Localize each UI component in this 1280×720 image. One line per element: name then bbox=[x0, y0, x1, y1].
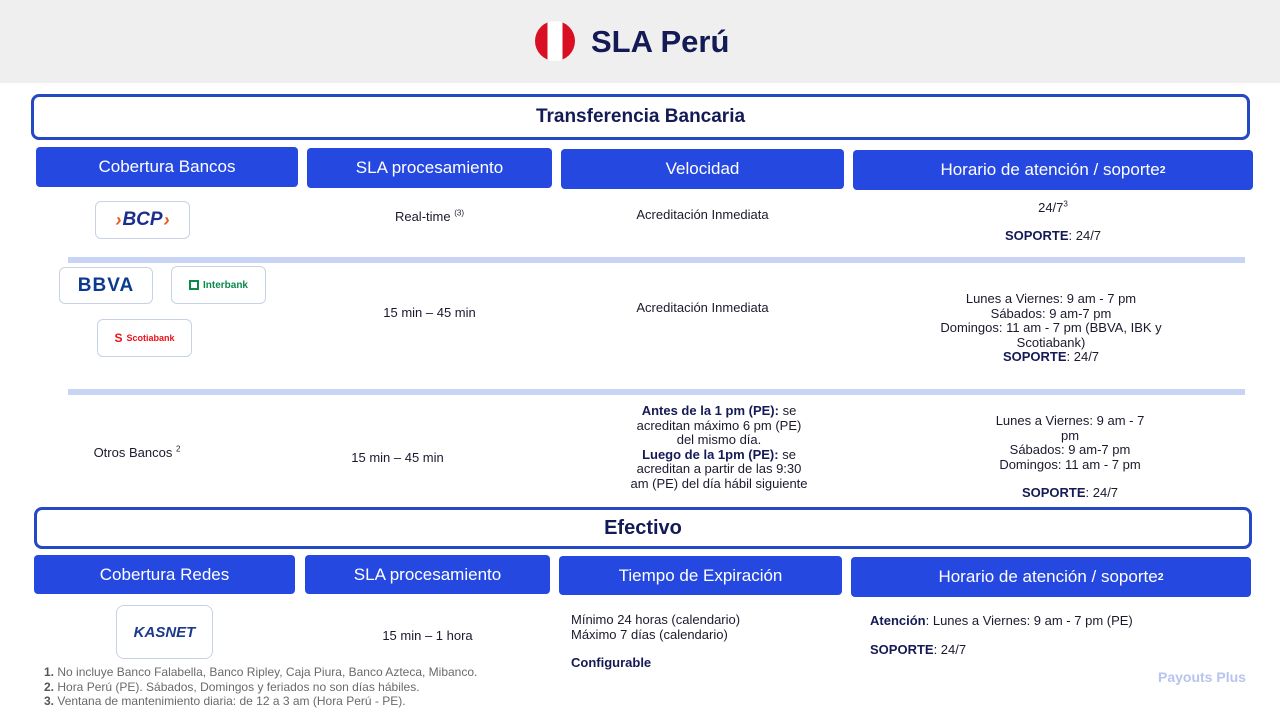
row2-support: SOPORTE: 24/7 bbox=[1002, 349, 1100, 364]
footnote: 1. No incluye Banco Falabella, Banco Ripley, Caja Piura, Banco Azteca, Mibanco. bbox=[44, 665, 478, 679]
col-header-sla-processing: SLA procesamiento bbox=[307, 148, 552, 188]
bbva-logo: BBVA bbox=[59, 267, 153, 304]
scotiabank-logo: S Scotiabank bbox=[97, 319, 192, 357]
section-title-transfer-text: Transferencia Bancaria bbox=[535, 106, 746, 127]
row1-hours: $24/7^3$ bbox=[1038, 199, 1068, 215]
kasnet-logo: KASNET bbox=[116, 605, 213, 659]
row-divider bbox=[68, 257, 1245, 263]
bcp-logo: › BCP › bbox=[95, 201, 190, 239]
cash-configurable: Configurable bbox=[571, 655, 652, 670]
cash-support: SOPORTE: 24/7 bbox=[870, 642, 967, 657]
row1-sla: Real-time $^{(3)}$ bbox=[394, 208, 465, 224]
col-header-expiration: Tiempo de Expiración bbox=[559, 556, 842, 595]
row2-sla: 15 min – 45 min bbox=[383, 305, 476, 320]
row1-support: SOPORTE: 24/7 bbox=[1004, 228, 1102, 243]
brand-logo: Payouts Plus bbox=[1158, 669, 1246, 685]
top-bar bbox=[0, 0, 1280, 83]
row3-hours: Lunes a Viernes: 9 am - 7 pm Sábados: 9 am-7 pm Domingos: 11 am - 7 pm bbox=[995, 413, 1145, 472]
row2-speed: Acreditación Inmediata bbox=[636, 300, 769, 315]
row2-hours: Lunes a Viernes: 9 am - 7 pm Sábados: 9 am-7 pm Domingos: 11 am - 7 pm (BBVA, IBK y Scotiabank) SOPORTE: 24/7 bbox=[921, 292, 1181, 365]
page-title: SLA Perú bbox=[591, 24, 730, 59]
cash-attention: Atención: Lunes a Viernes: 9 am - 7 pm (PE) bbox=[870, 613, 1133, 628]
col-header-hours-support: Horario de atención / soporte 2 bbox=[853, 150, 1253, 190]
col-header-sla-processing-cash: SLA procesamiento bbox=[305, 555, 550, 594]
row3-speed: Antes de la 1 pm (PE): se acreditan máximo 6 pm (PE) del mismo día. Luego de la 1pm (PE): se acreditan a partir de las 9:30 am (PE) del día hábil siguiente bbox=[630, 403, 808, 491]
row3-sla: 15 min – 45 min bbox=[351, 450, 444, 465]
cash-sla: 15 min – 1 hora bbox=[382, 628, 473, 643]
section-title-cash-text: Efectivo bbox=[604, 516, 682, 539]
col-header-hours-support-cash: Horario de atención / soporte 2 bbox=[851, 557, 1251, 597]
cash-expiry: Mínimo 24 horas (calendario) Máximo 7 días (calendario) bbox=[571, 612, 741, 642]
row-divider bbox=[68, 389, 1245, 395]
col-header-network-coverage: Cobertura Redes bbox=[34, 555, 295, 594]
peru-flag-icon bbox=[535, 21, 575, 61]
interbank-logo: Interbank bbox=[171, 266, 266, 304]
footnote: 3. Ventana de mantenimiento diaria: de 12 a 3 am (Hora Perú - PE). bbox=[44, 694, 406, 708]
footnote: 2. Hora Perú (PE). Sábados, Domingos y feriados no son días hábiles. bbox=[44, 679, 420, 694]
row1-speed: Acreditación Inmediata bbox=[636, 207, 769, 222]
section-title-transfer bbox=[31, 94, 1250, 140]
row3-label: Otros Bancos $^2$ bbox=[93, 444, 181, 460]
col-header-speed: Velocidad bbox=[561, 149, 844, 189]
col-header-bank-coverage: Cobertura Bancos bbox=[36, 147, 298, 187]
section-title-cash bbox=[34, 507, 1252, 549]
footnotes bbox=[44, 665, 477, 709]
row3-support: SOPORTE: 24/7 bbox=[1021, 485, 1119, 500]
